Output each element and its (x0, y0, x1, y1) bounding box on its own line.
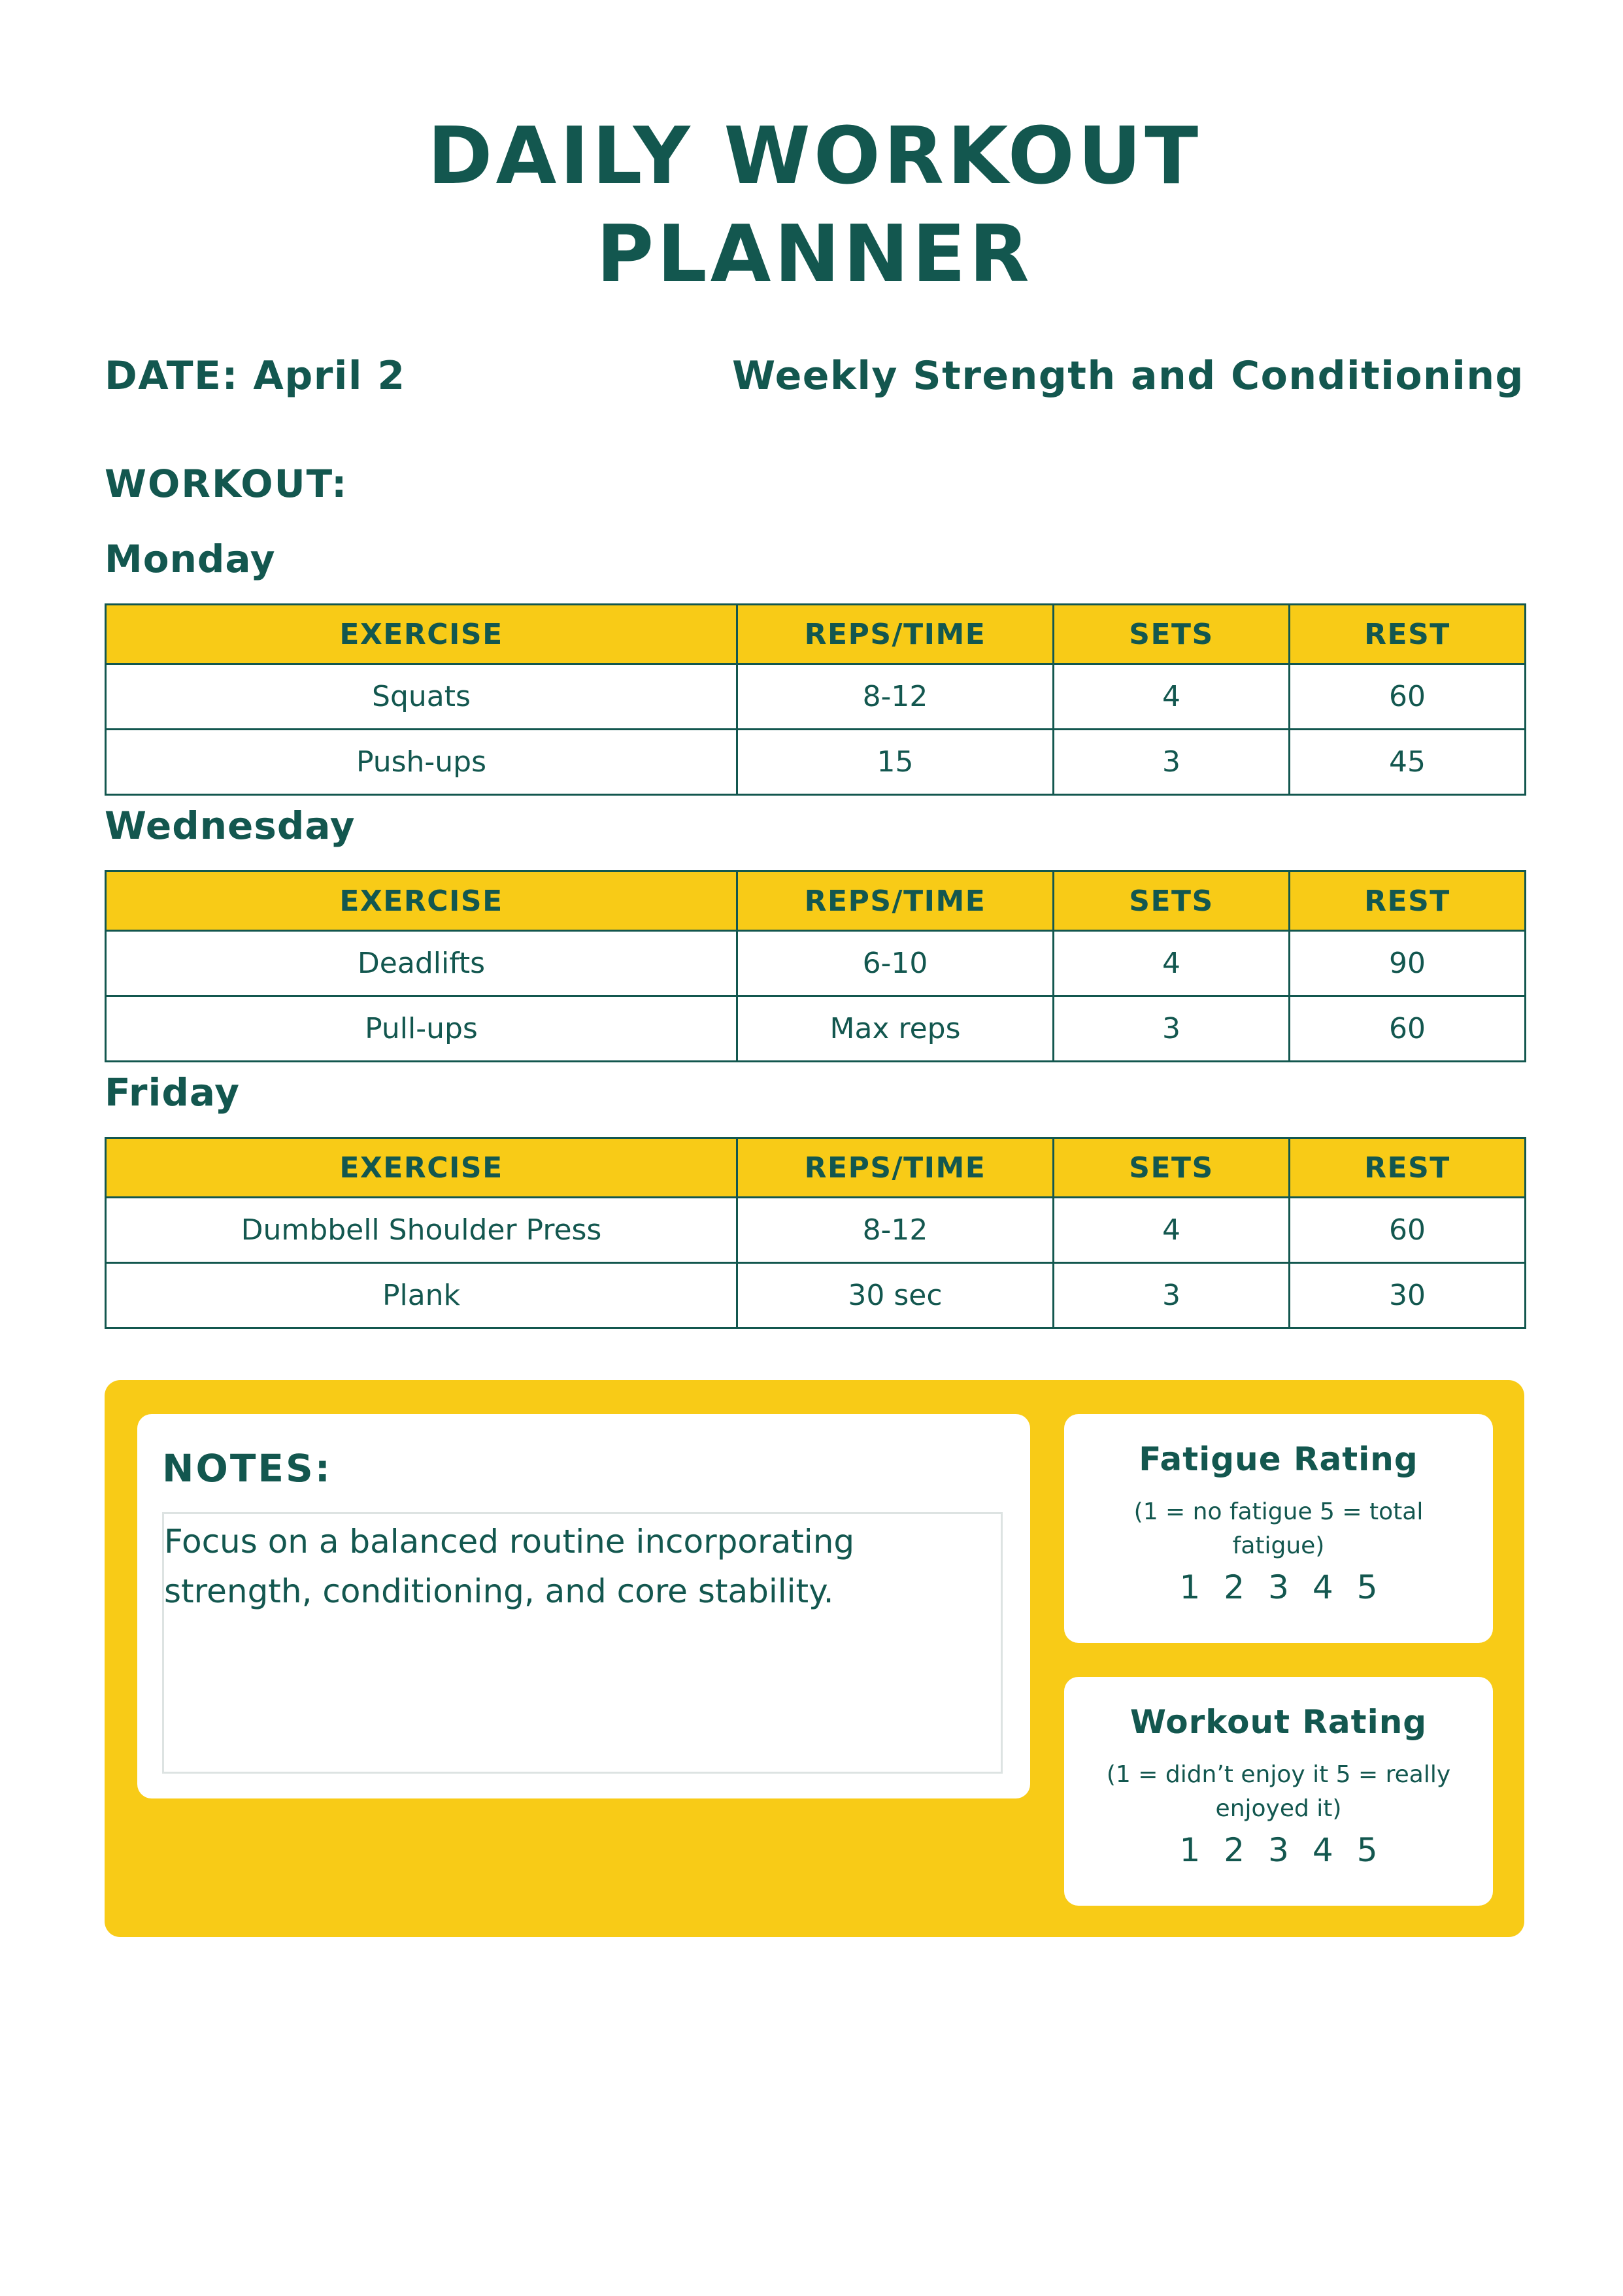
fatigue-rating-option-3[interactable]: 3 (1268, 1568, 1289, 1606)
cell-exercise: Plank (106, 1263, 737, 1328)
workout-rating-option-2[interactable]: 2 (1224, 1831, 1245, 1869)
date-label: DATE: April 2 (105, 353, 406, 399)
table-row (106, 1198, 1526, 1263)
notes-card (137, 1414, 1030, 1798)
cell-reps: 30 sec (737, 1263, 1054, 1328)
cell-exercise: Deadlifts (106, 931, 737, 996)
workout-rating-option-4[interactable]: 4 (1312, 1831, 1333, 1869)
table-row (106, 730, 1526, 795)
table-header-row (106, 1138, 1526, 1198)
cell-rest: 60 (1290, 664, 1526, 730)
cell-rest: 90 (1290, 931, 1526, 996)
notes-ratings-panel (105, 1380, 1524, 1937)
cell-reps: 8-12 (737, 664, 1054, 730)
workout-table-monday (105, 603, 1526, 796)
fatigue-rating-title: Fatigue Rating (1139, 1440, 1418, 1478)
workout-rating-card (1064, 1677, 1493, 1906)
workout-table-friday (105, 1137, 1526, 1329)
planner-page (105, 0, 1524, 2296)
workout-rating-option-3[interactable]: 3 (1268, 1831, 1289, 1869)
column-header-rest: REST (1290, 605, 1526, 664)
column-header-exercise: EXERCISE (106, 1138, 737, 1198)
workout-rating-option-5[interactable]: 5 (1356, 1831, 1378, 1869)
cell-reps: 6-10 (737, 931, 1054, 996)
day-title-wednesday: Wednesday (105, 803, 356, 848)
column-header-sets: SETS (1054, 871, 1290, 931)
cell-sets: 3 (1054, 730, 1290, 795)
notes-text-line-2: strength, conditioning, and core stability. (164, 1572, 834, 1610)
workout-rating-description (1090, 1758, 1467, 1826)
column-header-exercise: EXERCISE (106, 871, 737, 931)
workout-table-wednesday (105, 870, 1526, 1062)
notes-text-area[interactable] (162, 1512, 1003, 1774)
day-title-friday: Friday (105, 1070, 241, 1115)
cell-rest: 45 (1290, 730, 1526, 795)
workout-label: WORKOUT: (105, 462, 348, 506)
column-header-rest: REST (1290, 871, 1526, 931)
title-line-1: DAILY WORKOUT (427, 111, 1202, 202)
notes-text-line-1: Focus on a balanced routine incorporating (164, 1523, 855, 1561)
column-header-rest: REST (1290, 1138, 1526, 1198)
cell-reps: Max reps (737, 996, 1054, 1062)
cell-exercise: Pull-ups (106, 996, 737, 1062)
fatigue-rating-option-4[interactable]: 4 (1312, 1568, 1333, 1606)
title-line-2: PLANNER (596, 209, 1033, 300)
table-row (106, 664, 1526, 730)
workout-rating-desc-line-1: (1 = didn’t enjoy it 5 = really (1106, 1761, 1451, 1788)
workout-rating-scale (1064, 1827, 1493, 1873)
cell-rest: 60 (1290, 996, 1526, 1062)
column-header-reps: REPS/TIME (737, 1138, 1054, 1198)
notes-title: NOTES: (162, 1446, 332, 1491)
cell-sets: 4 (1054, 931, 1290, 996)
cell-reps: 8-12 (737, 1198, 1054, 1263)
table-row (106, 1263, 1526, 1328)
cell-sets: 3 (1054, 996, 1290, 1062)
fatigue-rating-desc-line-1: (1 = no fatigue 5 = total (1133, 1498, 1424, 1525)
cell-rest: 60 (1290, 1198, 1526, 1263)
table-header-row (106, 871, 1526, 931)
cell-rest: 30 (1290, 1263, 1526, 1328)
column-header-reps: REPS/TIME (737, 871, 1054, 931)
cell-exercise: Push-ups (106, 730, 737, 795)
column-header-sets: SETS (1054, 605, 1290, 664)
fatigue-rating-desc-line-2: fatigue) (1232, 1532, 1325, 1559)
page-title (105, 108, 1524, 304)
cell-reps: 15 (737, 730, 1054, 795)
table-row (106, 996, 1526, 1062)
fatigue-rating-option-5[interactable]: 5 (1356, 1568, 1378, 1606)
column-header-exercise: EXERCISE (106, 605, 737, 664)
fatigue-rating-description (1090, 1495, 1467, 1563)
fatigue-rating-scale (1064, 1564, 1493, 1610)
program-title: Weekly Strength and Conditioning (732, 353, 1524, 399)
workout-rating-option-1[interactable]: 1 (1179, 1831, 1201, 1869)
column-header-sets: SETS (1054, 1138, 1290, 1198)
cell-exercise: Squats (106, 664, 737, 730)
table-header-row (106, 605, 1526, 664)
day-title-monday: Monday (105, 537, 276, 581)
workout-rating-desc-line-2: enjoyed it) (1215, 1795, 1342, 1822)
cell-exercise: Dumbbell Shoulder Press (106, 1198, 737, 1263)
cell-sets: 3 (1054, 1263, 1290, 1328)
cell-sets: 4 (1054, 664, 1290, 730)
workout-rating-title: Workout Rating (1129, 1703, 1428, 1741)
fatigue-rating-card (1064, 1414, 1493, 1643)
fatigue-rating-option-2[interactable]: 2 (1224, 1568, 1245, 1606)
column-header-reps: REPS/TIME (737, 605, 1054, 664)
meta-row (105, 346, 1524, 405)
cell-sets: 4 (1054, 1198, 1290, 1263)
fatigue-rating-option-1[interactable]: 1 (1179, 1568, 1201, 1606)
table-row (106, 931, 1526, 996)
